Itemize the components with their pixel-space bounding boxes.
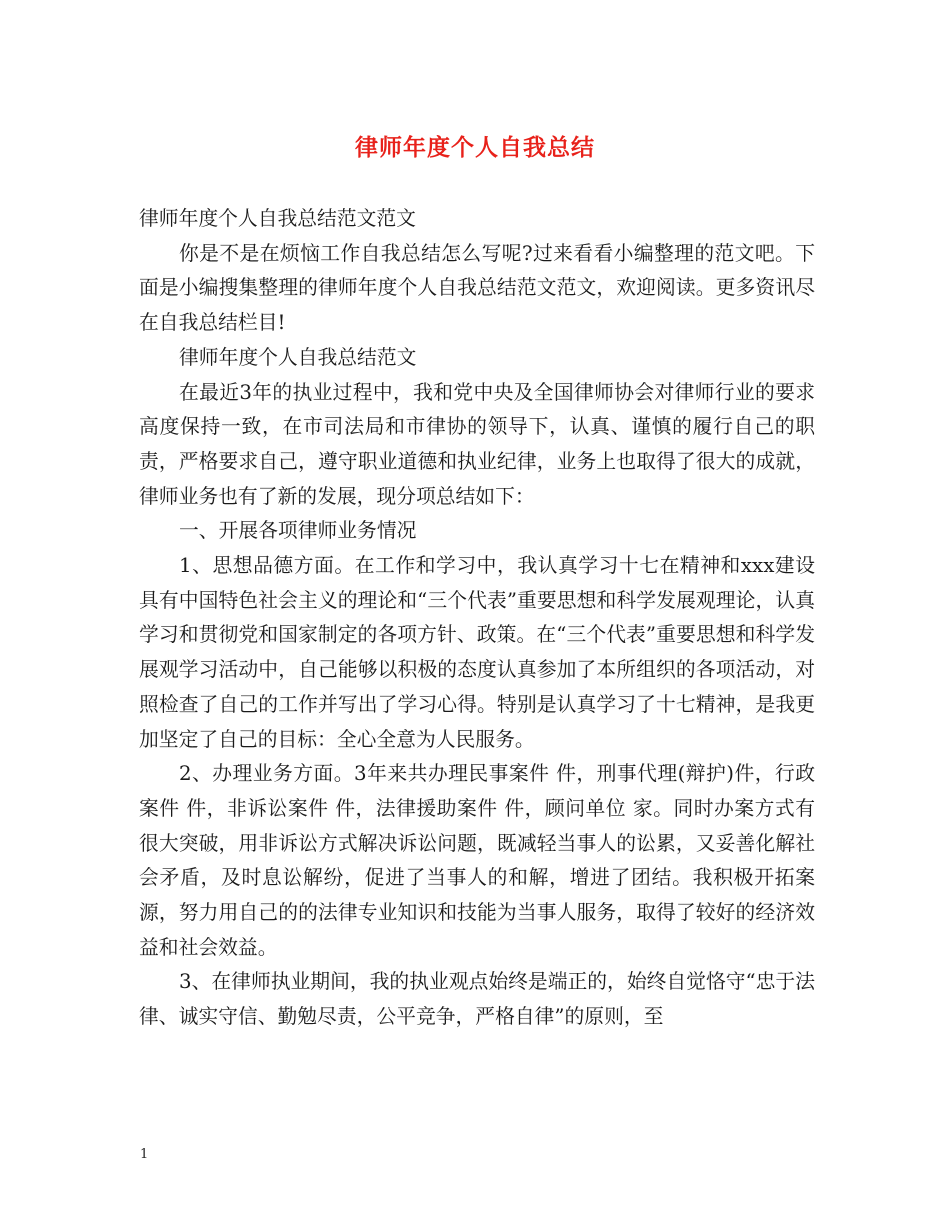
document-body — [139, 202, 815, 1035]
paragraph-item-3: 3、在律师执业期间，我的执业观点始终是端正的，始终自觉恪守“忠于法律、诚实守信、勤勉尽责，公平竞争，严格自律”的原则，至 — [139, 970, 815, 1029]
paragraph-subtitle: 律师年度个人自我总结范文范文 — [139, 207, 416, 230]
section-heading-1: 一、开展各项律师业务情况 — [179, 519, 417, 543]
paragraph-overview: 在最近3年的执业过程中，我和党中央及全国律师协会对律师行业的要求高度保持一致，在市司法局和市律协的领导下，认真、谨慎的履行自己的职责，严格要求自己，遵守职业道德和执业纪律，业务上也取得了很大的成就，律师业务也有了新的发展，现分项总结如下： — [139, 380, 815, 508]
paragraph-item-2: 2、办理业务方面。3年来共办理民事案件 件，刑事代理(辩护)件，行政案件 件，非诉讼案件 件，法律援助案件 件，顾问单位 家。同时办案方式有很大突破，用非诉讼方式解决诉讼问题，既减轻当事人的讼累，又妥善化解社会矛盾，及时息讼解纷，促进了当事人的和解，增进了团结。我积极开拓案源，努力用自己的的法律专业知识和技能为当事人服务，取得了较好的经济效益和社会效益。 — [139, 762, 815, 959]
document-title: 律师年度个人自我总结 — [355, 135, 595, 161]
paragraph-item-1: 1、思想品德方面。在工作和学习中，我认真学习十七在精神和xxx建设具有中国特色社会主义的理论和“三个代表”重要思想和科学发展观理论，认真学习和贯彻党和国家制定的各项方针、政策。在“三个代表”重要思想和科学发展观学习活动中，自己能够以积极的态度认真参加了本所组织的各项活动，对照检查了自己的工作并写出了学习心得。特别是认真学习了十七精神，是我更加坚定了自己的目标：全心全意为人民服务。 — [139, 554, 815, 751]
paragraph-intro: 你是不是在烦恼工作自我总结怎么写呢?过来看看小编整理的范文吧。下面是小编搜集整理的律师年度个人自我总结范文范文，欢迎阅读。更多资讯尽在自我总结栏目! — [139, 241, 815, 335]
paragraph-heading: 律师年度个人自我总结范文 — [179, 345, 417, 369]
page-number: 1 — [140, 1147, 149, 1162]
